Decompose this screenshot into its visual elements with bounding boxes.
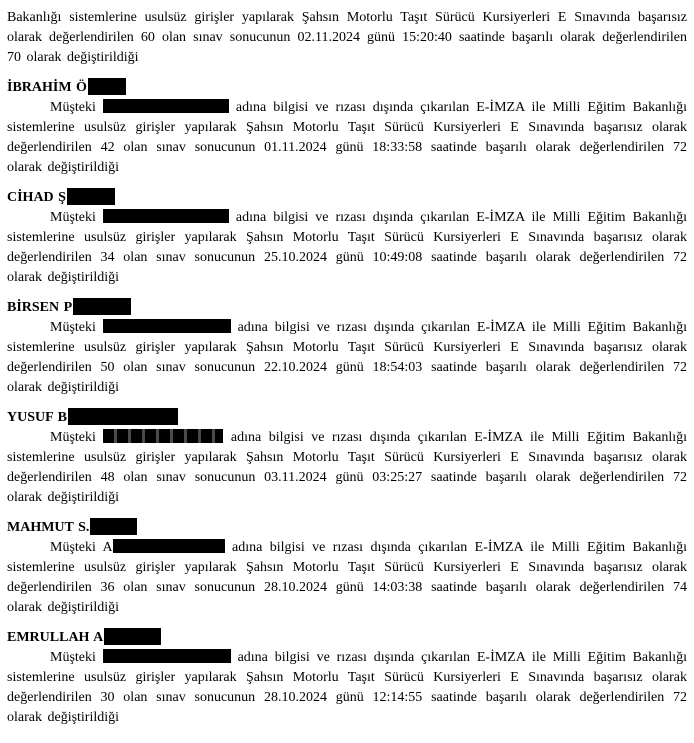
case-entry — [7, 628, 687, 728]
name-redaction-box — [73, 298, 131, 315]
entry-body-paragraph: Müşteki A adına bilgisi ve rızası dışında çıkarılan E-İMZA ile Milli Eğitim Bakanlığı sistemlerine usulsüz girişler yapılarak Şahsın Motorlu Taşıt Sürücü Kursiyerleri E Sınavında başarısız olarak değerlendirilen 36 olan sınav sonucunun 28.10.2024 günü 14:03:38 saatinde başarılı olarak değerlendirilen 74 olarak değiştirildiği — [7, 540, 687, 615]
name-redaction-box — [68, 408, 178, 425]
case-entries-container — [7, 78, 687, 728]
person-name: YUSUF B — [7, 410, 67, 425]
inline-redaction-box — [103, 209, 229, 223]
person-name: İBRAHİM Ö — [7, 80, 87, 95]
person-name: EMRULLAH A — [7, 630, 104, 645]
inline-redaction-box — [103, 99, 229, 113]
intro-continuation-paragraph: Bakanlığı sistemlerine usulsüz girişler yapılarak Şahsın Motorlu Taşıt Sürücü Kursiyerleri E Sınavında başarısız olarak değerlendirilen 60 olan sınav sonucunun 02.11.2024 günü 15:20:40 saatinde başarılı olarak değerlendirilen 70 olarak değiştirildiği — [7, 10, 687, 65]
entry-body-paragraph: Müşteki adına bilgisi ve rızası dışında çıkarılan E-İMZA ile Milli Eğitim Bakanlığı sistemlerine usulsüz girişler yapılarak Şahsın Motorlu Taşıt Sürücü Kursiyerleri E Sınavında başarısız olarak değerlendirilen 34 olan sınav sonucunun 25.10.2024 günü 10:49:08 saatinde başarılı olarak değerlendirilen 72 olarak değiştirildiği — [7, 210, 688, 285]
case-entry — [7, 298, 687, 398]
case-entry — [7, 408, 687, 508]
person-name-heading — [7, 78, 687, 98]
person-name: MAHMUT S. — [7, 520, 90, 535]
case-entry — [7, 518, 687, 618]
inline-redaction-box — [103, 649, 231, 663]
name-redaction-box — [90, 518, 137, 535]
person-name-heading — [7, 188, 687, 208]
person-name: CİHAD Ş — [7, 190, 66, 205]
person-name-heading — [7, 518, 687, 538]
inline-redaction-box — [103, 429, 223, 443]
inline-redaction-box — [113, 539, 225, 553]
case-entry — [7, 78, 687, 178]
name-redaction-box — [104, 628, 161, 645]
case-entry — [7, 188, 687, 288]
person-name-heading — [7, 298, 687, 318]
entry-body-paragraph: Müşteki adına bilgisi ve rızası dışında çıkarılan E-İMZA ile Milli Eğitim Bakanlığı sistemlerine usulsüz girişler yapılarak Şahsın Motorlu Taşıt Sürücü Kursiyerleri E Sınavında başarısız olarak değerlendirilen 30 olan sınav sonucunun 28.10.2024 günü 12:14:55 saatinde başarılı olarak değerlendirilen 72 olarak değiştirildiği — [7, 650, 688, 725]
name-redaction-box — [88, 78, 126, 95]
entry-body-paragraph: Müşteki adına bilgisi ve rızası dışında çıkarılan E-İMZA ile Milli Eğitim Bakanlığı sistemlerine usulsüz girişler yapılarak Şahsın Motorlu Taşıt Sürücü Kursiyerleri E Sınavında başarısız olarak değerlendirilen 42 olan sınav sonucunun 01.11.2024 günü 18:33:58 saatinde başarılı olarak değerlendirilen 72 olarak değiştirildiği — [7, 100, 688, 175]
entry-body-paragraph: Müşteki adına bilgisi ve rızası dışında çıkarılan E-İMZA ile Milli Eğitim Bakanlığı sistemlerine usulsüz girişler yapılarak Şahsın Motorlu Taşıt Sürücü Kursiyerleri E Sınavında başarısız olarak değerlendirilen 48 olan sınav sonucunun 03.11.2024 günü 03:25:27 saatinde başarılı olarak değerlendirilen 72 olarak değiştirildiği — [7, 430, 688, 505]
inline-redaction-box — [103, 319, 231, 333]
person-name-heading — [7, 628, 687, 648]
person-name-heading — [7, 408, 687, 428]
entry-body-paragraph: Müşteki adına bilgisi ve rızası dışında çıkarılan E-İMZA ile Milli Eğitim Bakanlığı sistemlerine usulsüz girişler yapılarak Şahsın Motorlu Taşıt Sürücü Kursiyerleri E Sınavında başarısız olarak değerlendirilen 50 olan sınav sonucunun 22.10.2024 günü 18:54:03 saatinde başarılı olarak değerlendirilen 72 olarak değiştirildiği — [7, 320, 688, 395]
name-redaction-box — [67, 188, 115, 205]
person-name: BİRSEN P — [7, 300, 73, 315]
